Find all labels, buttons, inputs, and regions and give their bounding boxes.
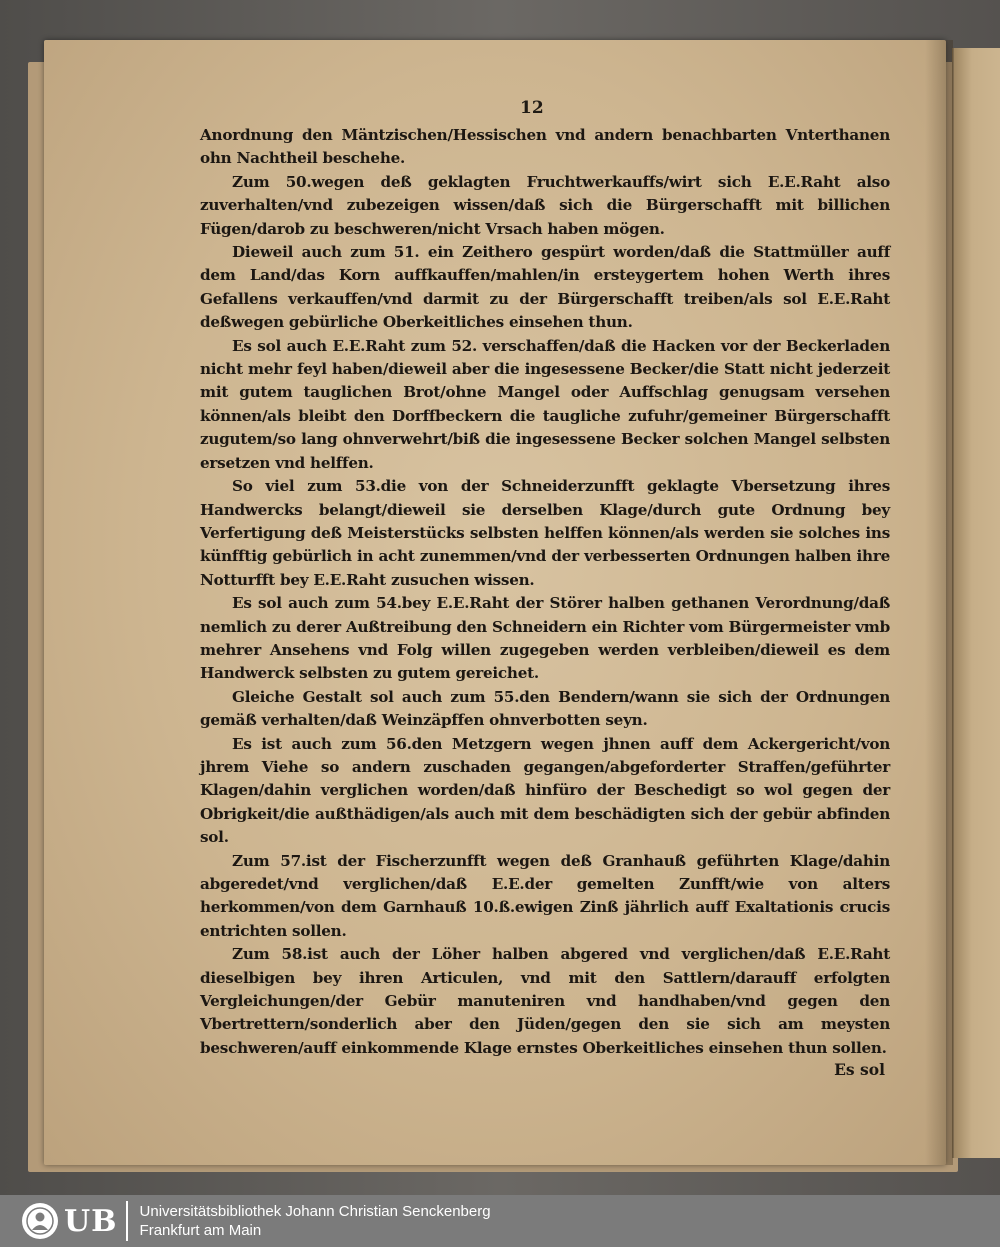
- library-name: [140, 1202, 491, 1240]
- paragraph: Anordnung den Mäntzischen/Hessischen vnd andern benachbarten Vnterthanen ohn Nachtheil beschehe.: [200, 126, 890, 168]
- body-text: [200, 124, 890, 1060]
- paragraph: Dieweil auch zum 51. ein Zeithero gespürt worden/daß die Stattmüller auff dem Land/das Korn auffkauffen/mahlen/in ersteygertem hohen Werth ihres Gefallens verkauffen/vnd darmit zu der Bürgerschafft treiben/als sol E.E.Raht deßwegen gebürliche Oberkeitliches einsehen thun.: [200, 243, 890, 332]
- catchword: Es sol: [834, 1060, 885, 1079]
- logo-divider: [126, 1201, 128, 1241]
- footer-bar: [0, 1195, 1000, 1247]
- library-name-line2: Frankfurt am Main: [139, 1222, 262, 1239]
- seal-icon: [22, 1203, 58, 1239]
- paragraph: So viel zum 53.die von der Schneiderzunfft geklagte Vbersetzung ihres Handwercks belangt/dieweil sie derselben Klage/durch gute Ordnung bey Verfertigung deß Meisterstücks selbsten helffen können/als werden sie solches ins künfftig gebürlich in acht zunemmen/vnd der verbesserten Ordnungen halben ihre Notturfft bey E.E.Raht zusuchen wissen.: [200, 477, 890, 589]
- paragraph: Zum 58.ist auch der Löher halben abgered vnd verglichen/daß E.E.Raht dieselbigen bey ihren Articulen, vnd mit den Sattlern/darauff erfolgten Vergleichungen/der Gebür manuteniren vnd handhaben/vnd gegen den Vbertrettern/sonderlich aber den Jüden/gegen den sie sich am meysten beschweren/auff einkommende Klage ernstes Oberkeitliches einsehen thun sollen.: [200, 945, 890, 1057]
- page-number: 12: [520, 98, 544, 118]
- library-logo[interactable]: [22, 1199, 128, 1243]
- gutter-shadow: [925, 40, 953, 1165]
- paragraph: Gleiche Gestalt sol auch zum 55.den Bendern/wann sie sich der Ordnungen gemäß verhalten/daß Weinzäpffen ohnverbotten seyn.: [200, 687, 890, 730]
- paragraph: Zum 57.ist der Fischerzunfft wegen deß Granhauß geführten Klage/dahin abgeredet/vnd verglichen/daß E.E.der gemelten Zunfft/wie von alters herkommen/von dem Garnhauß 10.ß.ewigen Zinß jährlich auff Exaltationis crucis entrichten sollen.: [200, 851, 890, 940]
- logo-text: UB: [64, 1203, 118, 1239]
- paragraph: Es sol auch zum 54.bey E.E.Raht der Störer halben gethanen Verordnung/daß nemlich zu derer Außtreibung den Schneidern ein Richter vom Bürgermeister vmb mehrer Ansehens vnd Folg willen zugegeben werden verbleiben/dieweil es dem Handwerck selbsten zu gutem gereichet.: [200, 594, 890, 683]
- paragraph: Es ist auch zum 56.den Metzgern wegen jhnen auff dem Ackergericht/von jhrem Viehe so andern zuschaden gegangen/abgeforderter Straffen/geführter Klagen/dahin verglichen worden/daß hinfüro der Beschedigt so wol gegen der Obrigkeit/die außthädigen/als auch mit dem beschädigten sich der gebür abfinden sol.: [200, 734, 890, 847]
- facing-page-edge: [952, 48, 1000, 1158]
- paragraph: Zum 50.wegen deß geklagten Fruchtwerkauffs/wirt sich E.E.Raht also zuverhalten/vnd zubezeigen wissen/daß sich die Bürgerschafft mit billichen Fügen/darob zu beschweren/nicht Vrsach haben mögen.: [200, 172, 890, 238]
- paragraph: Es sol auch E.E.Raht zum 52. verschaffen/daß die Hacken vor der Beckerladen nicht mehr feyl haben/dieweil aber die ingesessene Becker/die Statt nicht jederzeit mit gutem tauglichen Brot/ohne Mangel oder Auffschlag genugsam versehen können/als bleibt den Dorffbeckern die taugliche zufuhr/gemeiner Bürgerschafft zugutem/so lang ohnverwehrt/biß die ingesessene Becker solchen Mangel selbsten ersetzen vnd helffen.: [200, 336, 890, 472]
- library-name-line1: Universitätsbibliothek Johann Christian Senckenberg: [139, 1203, 491, 1220]
